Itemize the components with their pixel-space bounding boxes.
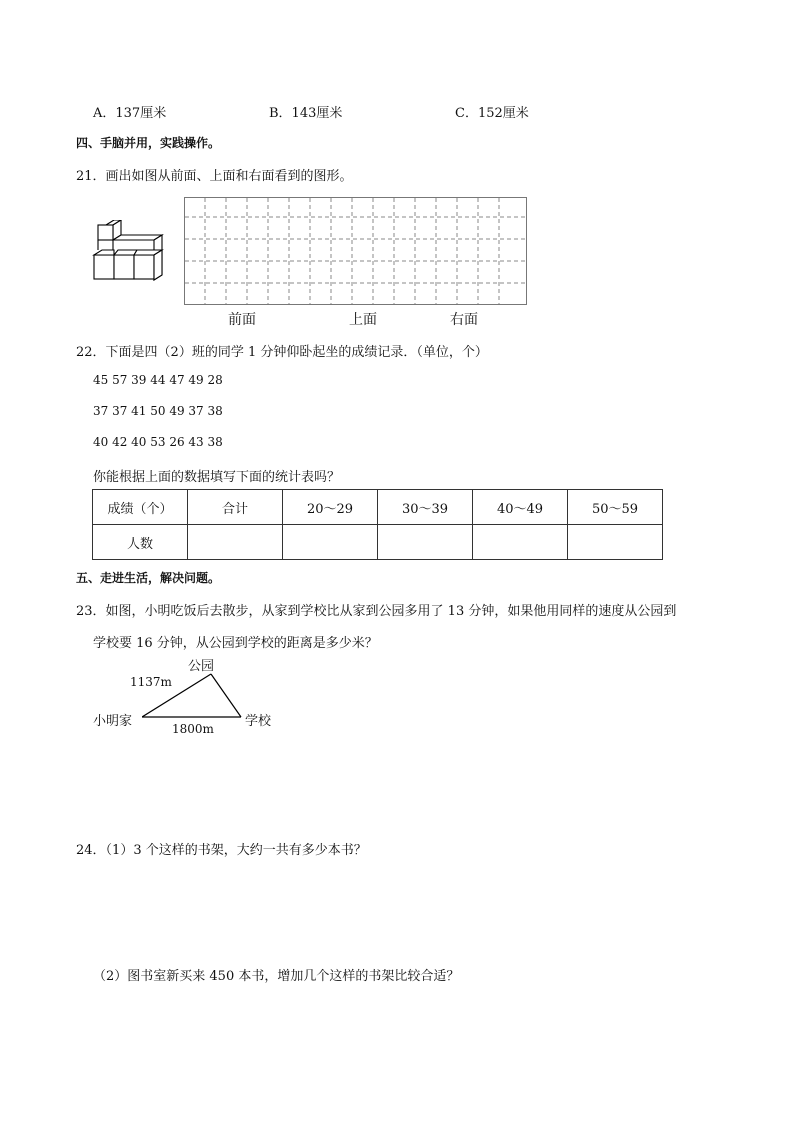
q21-text: 21．画出如图从前面、上面和右面看到的图形。 [76, 169, 353, 184]
header-cell: 50～59 [568, 490, 663, 525]
answer-cell[interactable] [283, 525, 378, 560]
label-home: 小明家 [93, 714, 133, 729]
answer-cell[interactable] [473, 525, 568, 560]
table-header-row [93, 490, 663, 525]
header-cell: 20～29 [283, 490, 378, 525]
q23-line-2: 学校要 16 分钟，从公园到学校的距离是多少米？ [93, 636, 378, 651]
option-b: B．143厘米 [269, 106, 343, 121]
data-row-1: 45 57 39 44 47 49 28 [93, 373, 223, 387]
q23-line-1: 23．如图，小明吃饭后去散步，从家到学校比从家到公园多用了 13 分钟，如果他用同样的速度从公园到 [76, 604, 677, 619]
answer-cell[interactable] [568, 525, 663, 560]
label-distance-home-school: 1800m [172, 722, 214, 736]
header-cell: 40～49 [473, 490, 568, 525]
q24-part-2: （2）图书室新买来 450 本书，增加几个这样的书架比较合适？ [93, 969, 460, 984]
label-park: 公园 [188, 659, 215, 674]
header-cell: 合计 [188, 490, 283, 525]
row-label: 人数 [93, 525, 188, 560]
label-school: 学校 [245, 714, 272, 729]
answer-cell[interactable] [188, 525, 283, 560]
data-row-2: 37 37 41 50 49 37 38 [93, 404, 223, 418]
option-a: A．137厘米 [93, 106, 167, 121]
grid-lines [185, 198, 526, 304]
cube-stack-figure [92, 220, 166, 286]
label-distance-home-park: 1137m [130, 675, 172, 689]
table-row [93, 525, 663, 560]
option-c: C．152厘米 [455, 106, 529, 121]
section-4-title: 四、手脑并用，实践操作。 [76, 136, 221, 150]
section-5-title: 五、走进生活，解决问题。 [76, 571, 221, 585]
label-right: 右面 [450, 312, 478, 328]
drawing-grid [184, 197, 527, 305]
label-top: 上面 [349, 312, 377, 328]
q24-part-1: 24．（1）3 个这样的书架，大约一共有多少本书？ [76, 843, 367, 858]
q22-prompt: 你能根据上面的数据填写下面的统计表吗？ [93, 470, 341, 485]
answer-cell[interactable] [378, 525, 473, 560]
header-cell: 成绩（个） [93, 490, 188, 525]
header-cell: 30～39 [378, 490, 473, 525]
data-row-3: 40 42 40 53 26 43 38 [93, 435, 223, 449]
q22-text: 22．下面是四（2）班的同学 1 分钟仰卧起坐的成绩记录．（单位，个） [76, 345, 488, 360]
statistics-table [92, 489, 663, 560]
label-front: 前面 [228, 312, 256, 328]
